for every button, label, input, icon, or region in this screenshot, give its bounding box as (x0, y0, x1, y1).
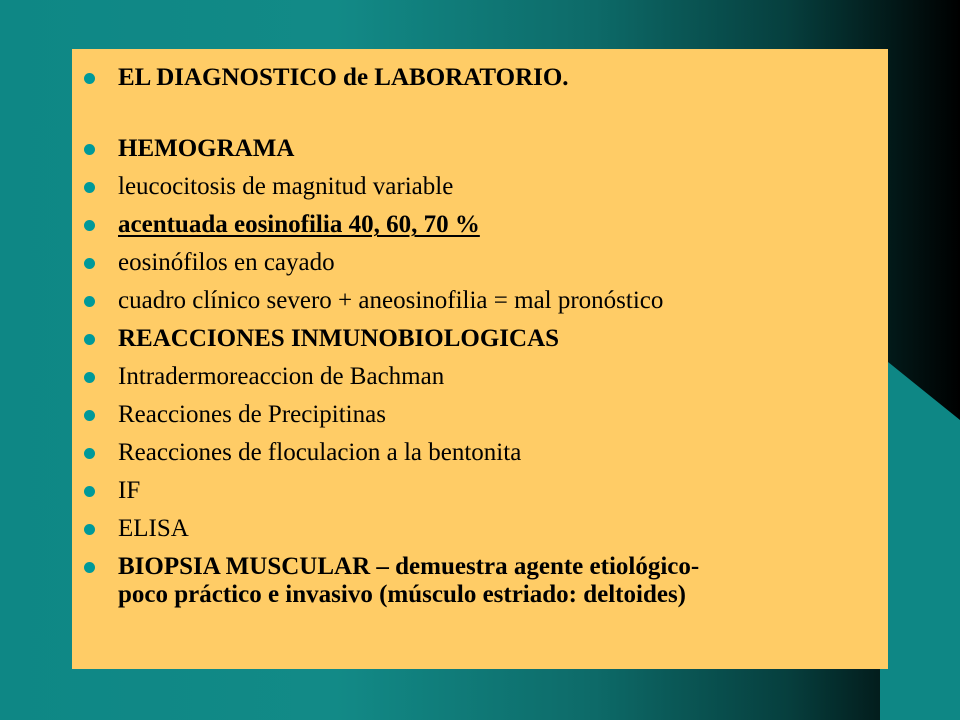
bullet-icon (84, 524, 95, 535)
item-text-line-2: poco práctico e invasivo (músculo estriado: deltoides) (118, 581, 687, 608)
bullet-icon (84, 562, 95, 573)
bullet-icon (84, 73, 95, 84)
bullet-icon (84, 486, 95, 497)
bullet-icon (84, 372, 95, 383)
bullet-icon (84, 258, 95, 269)
item-text: ELISA (118, 515, 189, 542)
item-text: REACCIONES INMUNOBIOLOGICAS (118, 325, 560, 352)
item-text: HEMOGRAMA (118, 135, 295, 162)
item-text: Intradermoreaccion de Bachman (118, 363, 445, 390)
item-text: Reacciones de Precipitinas (118, 401, 386, 428)
bullet-icon (84, 334, 95, 345)
right-decorative-shape (880, 362, 960, 720)
bullet-icon (84, 182, 95, 193)
item-text: IF (118, 477, 141, 504)
item-text: leucocitosis de magnitud variable (118, 173, 454, 200)
item-text: EL DIAGNOSTICO de LABORATORIO. (118, 64, 569, 91)
item-text (118, 553, 699, 609)
item-text: cuadro clínico severo + aneosinofilia = mal pronóstico (118, 287, 664, 314)
content-panel (72, 49, 888, 669)
bullet-icon (84, 220, 95, 231)
item-text: eosinófilos en cayado (118, 249, 335, 276)
bullet-icon (84, 296, 95, 307)
item-text: acentuada eosinofilia 40, 60, 70 % (118, 211, 480, 238)
item-text: Reacciones de floculacion a la bentonita (118, 439, 522, 466)
bullet-icon (84, 448, 95, 459)
bullet-icon (84, 144, 95, 155)
item-text-line-1: BIOPSIA MUSCULAR – demuestra agente etiológico- (118, 553, 700, 580)
bullet-icon (84, 410, 95, 421)
